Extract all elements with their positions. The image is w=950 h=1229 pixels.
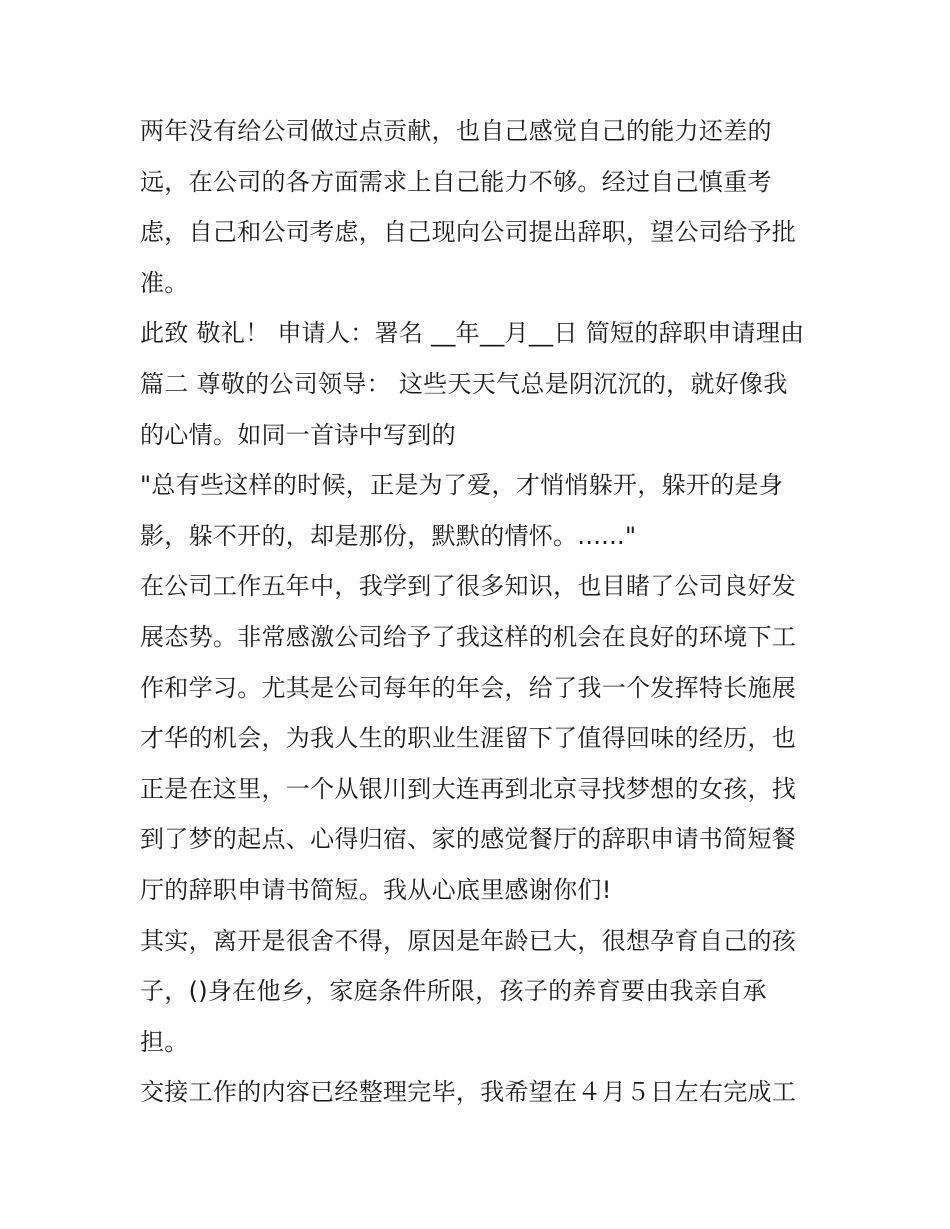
text-line: 两年没有给公司做过点贡献，也自己感觉自己的能力还差的 bbox=[140, 117, 772, 145]
text-line: 交接工作的内容已经整理完毕，我希望在４月５日左右完成工 bbox=[140, 1078, 797, 1107]
paragraph-3 bbox=[140, 460, 820, 561]
document-body bbox=[140, 106, 820, 1118]
text-line: 的心情。如同一首诗中写到的 bbox=[140, 420, 456, 449]
text-line: 在公司工作五年中，我学到了很多知识，也目睹了公司良好发 bbox=[140, 572, 797, 601]
text-line: 远，在公司的各方面需求上自己能力不够。经过自己慎重考 bbox=[140, 167, 772, 196]
text-line: 到了梦的起点、心得归宿、家的感觉餐厅的辞职申请书简短餐 bbox=[140, 825, 797, 854]
paragraph-2 bbox=[140, 308, 820, 460]
text-line: 作和学习。尤其是公司每年的年会，给了我一个发挥特长施展 bbox=[140, 673, 797, 702]
text-line: 此致 敬礼！ 申请人：署名 __年__月__日 简短的辞职申请理由 bbox=[140, 319, 805, 348]
text-line: 影，躲不开的，却是那份，默默的情怀。......" bbox=[140, 521, 637, 550]
text-line: "总有些这样的时候，正是为了爱，才悄悄躲开，躲开的是身 bbox=[140, 471, 784, 500]
paragraph-5 bbox=[140, 916, 820, 1068]
text-line: 正是在这里，一个从银川到大连再到北京寻找梦想的女孩，找 bbox=[140, 774, 797, 803]
text-line: 担。 bbox=[140, 1027, 189, 1056]
paragraph-4 bbox=[140, 561, 820, 915]
text-line: 其实，离开是很舍不得，原因是年龄已大，很想孕育自己的孩 bbox=[140, 926, 797, 955]
paragraph-6 bbox=[140, 1067, 820, 1118]
text-line: 展态势。非常感激公司给予了我这样的机会在良好的环境下工 bbox=[140, 622, 797, 651]
text-line: 才华的机会，为我人生的职业生涯留下了值得回味的经历，也 bbox=[140, 724, 797, 753]
text-line: 子，()身在他乡，家庭条件所限，孩子的养育要由我亲自承 bbox=[140, 977, 767, 1006]
text-line: 厅的辞职申请书简短。我从心底里感谢你们! bbox=[140, 875, 612, 904]
paragraph-1 bbox=[140, 106, 820, 308]
text-line: 篇二 尊敬的公司领导： 这些天天气总是阴沉沉的，就好像我 bbox=[140, 369, 788, 398]
text-line: 虑，自己和公司考虑，自己现向公司提出辞职，望公司给予批 bbox=[140, 218, 797, 247]
text-line: 准。 bbox=[140, 268, 189, 297]
